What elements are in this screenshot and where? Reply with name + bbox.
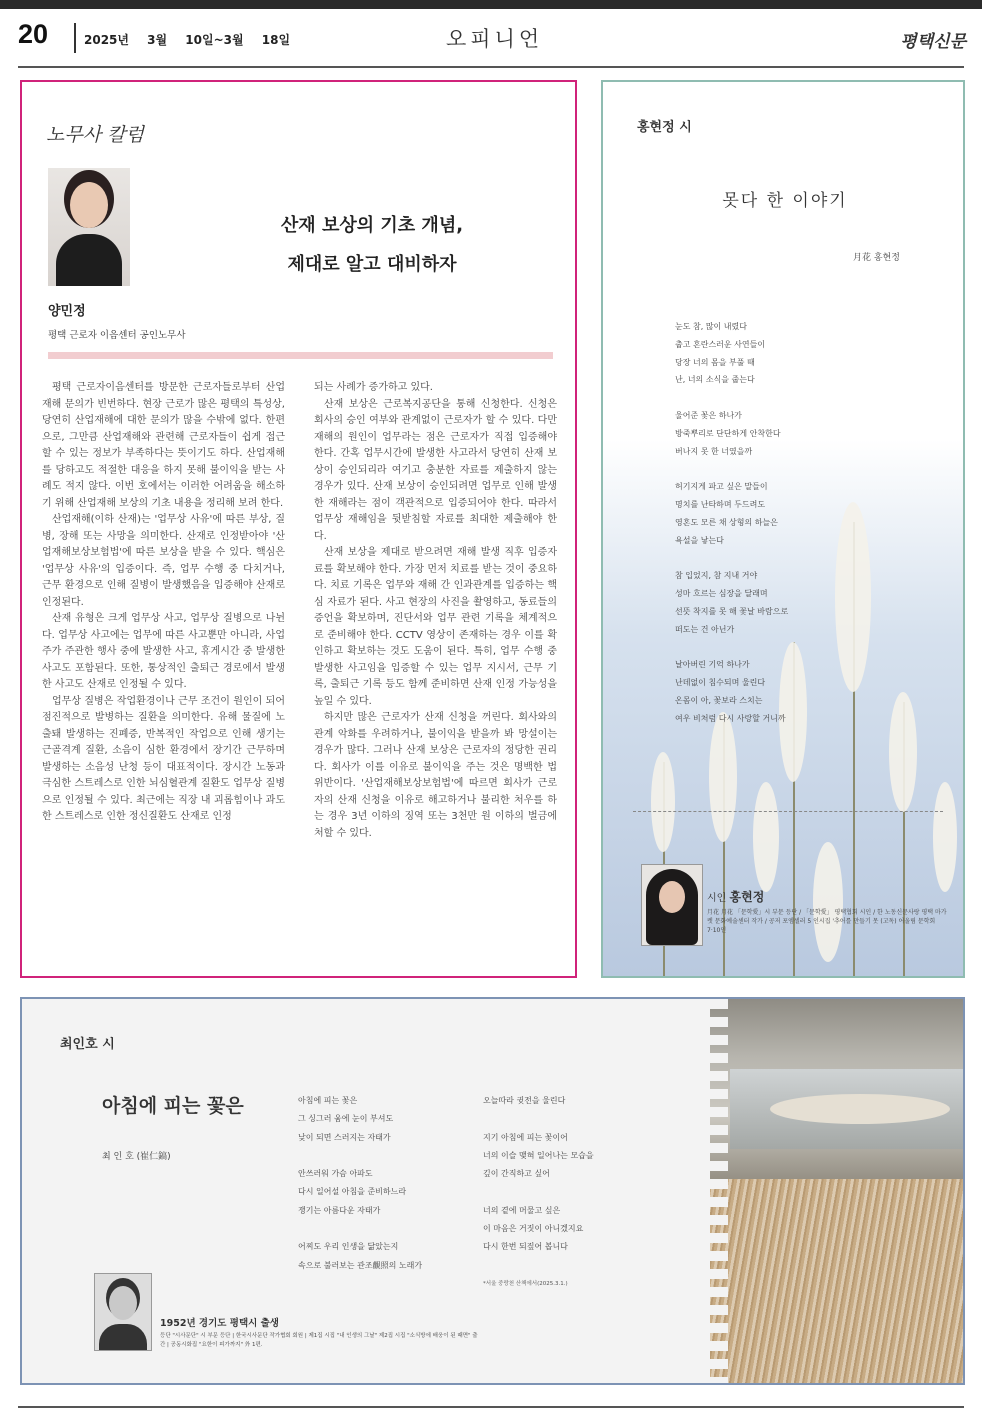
poem-line: 울어준 꽃은 하나가 [675,410,742,420]
poem-line: 이 마음은 거짓이 아니겠지요 [483,1224,584,1234]
paragraph: 업무상 질병은 작업환경이나 근무 조건이 원인이 되어 점진적으로 발병하는 질환을 의미한다. 유해 물질에 노출돼 발생하는 진폐증, 반복적인 작업으로 인해 생기는 근골격계 질환, 소음이 심한 환경에서 장기간 근무하며 발생하는 소음성 난청 등이 대표적이다. 장시간 노동과 극심한 스트레스로 인한 뇌심혈관계 질환도 업무상 질병으로 인정될 수 있다. 최근에는 직장 내 괴롭힘이나 과도한 스트레스로 인한 정신질환도 산재로 인정 [42,695,285,822]
poet-name-text: 홍현정 [729,890,765,904]
poem-line: 허기지게 파고 싶은 말들이 [675,482,768,492]
paragraph: 평택 근로자이음센터를 방문한 근로자들로부터 산업재해 문의가 빈번하다. 현장 근로가 많은 평택의 특성상, 당연히 산업재해에 대한 문의가 많을 수밖에 없다. 한편으로, 그만큼 산업재해와 관련해 근로자들이 쉽게 접근할 수 있는 정보가 부족하다는 뜻이기도 하다. 산업재해를 당하고도 적절한 대응을 하지 못해 불이익을 받는 사례도 적지 않다. 이번 호에서는 이러한 어려움을 해소하기 위해 산업재해 보상의 기초 내용을 정리해 보려 한다. [42,382,285,509]
poem-line: 지기 아침에 피는 꽃이어 [483,1132,568,1142]
paragraph: 산재 보상은 근로복지공단을 통해 신청한다. 신청은 회사의 승인 여부와 관계없이 근로자가 할 수 있다. 다만 재해의 원인이 업무라는 점은 근로자가 직접 입증해야 한다. 간혹 업무시간에 발생한 사고라서 당연히 산재 보상이 승인되리라 여기고 충분한 자료를 제출하지 않는 경우가 있다. 산재 보상이 승인되려면 업무로 인해 발생한 재해라는 점이 객관적으로 입증되어야 한다. 따라서 업무상 재해임을 뒷받침할 자료를 최대한 제출해야 한다. [314,398,557,542]
headline-line-2: 제대로 알고 대비하자 [287,254,457,275]
page-header [0,9,982,65]
poem-line: 어찌도 우리 인생을 닮았는지 [298,1242,399,1252]
poet-photo [94,1273,152,1351]
poem-line: 아침에 피는 꽃은 [298,1096,358,1105]
poem-line: 당장 너의 몸을 부풀 때 [675,357,755,367]
headline-line-1: 산재 보상의 기초 개념, [280,215,464,236]
poem-line: 난데없이 침수되며 울린다 [675,677,766,687]
poem-column-1 [298,1092,478,1275]
poem-line: 오늘따라 귓전을 울린다 [483,1096,566,1105]
poem-box-hong [601,80,965,978]
dashed-divider [633,811,943,812]
poem-line: 성마 흐르는 심장을 달래며 [675,588,768,598]
paragraph: 산업재해(이하 산재)는 '업무상 사유'에 따른 부상, 질병, 장해 또는 사망을 의미한다. 산재로 인정받아야 '산업재해보상보험법'에 따른 보상을 받을 수 있다. 핵심은 '업무상 사유'의 입증이다. 즉, 업무 수행 중 다치거나, 근무 환경으로 인해 질병이 발생했음을 입증해야 산재로 인정된다. [42,514,285,608]
poem-label: 홍현정 시 [637,120,692,135]
header-rule [18,66,964,68]
poem-line: 안쓰러워 가슴 아파도 [298,1169,373,1179]
footer-rule [18,1406,964,1408]
article-column-left [42,380,285,826]
poet-birth: 1952년 경기도 평택시 출생 [160,1318,279,1329]
poem-line: 떠도는 건 아닌가 [675,624,735,634]
poem-line: 다시 한번 되짚어 봅니다 [483,1242,568,1252]
poem-line: 그 싱그러 움에 눈이 부셔도 [298,1114,394,1124]
poem-label: 최인호 시 [60,1037,115,1052]
page-number: 20 [18,19,49,49]
poem-line: 참 입었지, 참 지내 거야 [675,571,758,581]
author-name: 양민정 [48,304,86,319]
poem-byline: 月花 홍현정 [853,253,900,263]
poem-title: 못다 한 이야기 [722,191,848,211]
column-label: 노무사 칼럼 [46,124,144,146]
river-photo [710,999,965,1385]
poet-photo [641,864,703,946]
poem-line: 낮이 되면 스러지는 자태가 [298,1132,391,1142]
poem-body [675,318,895,727]
poem-line: 버나지 못 한 너였을까 [675,446,753,456]
poem-line: 쟁기는 아름다운 자태가 [298,1205,381,1215]
header-divider [74,23,76,53]
poem-line: 다시 일어설 아침을 준비하느라 [298,1187,407,1197]
poem-line: 난, 너의 소식을 줍는다 [675,375,755,385]
poem-line: 속으로 불러보는 관조觀照의 노래가 [298,1260,423,1270]
paragraph: 하지만 많은 근로자가 산재 신청을 꺼린다. 회사와의 관계 악화를 우려하거나, 불이익을 받을까 봐 망설이는 경우가 많다. 그러나 산재 보상은 근로자의 정당한 권리다. 회사가 이를 이유로 불이익을 주는 것은 명백한 법 위반이다. '산업재해보상보험법'에 따르면 회사가 근로자의 산재 신청을 이유로 해고하거나 불리한 처우를 하는 경우 3년 이하의 징역 또는 3천만 원 이하의 벌금에 처할 수 있다. [314,712,557,839]
poem-line: 욕설을 낳는다 [675,535,724,545]
poem-box-choi [20,997,965,1385]
poet-bio: 月花 月花 「문학愛」시 부문 등단 / 「문학愛」 평택협회 시인 / 한 노동신문사랑 평택 마가렛 문화예술센터 작가 / 공저 포엠셀러 5 인시집 '추어를 만들기 못 (고독) 어울림 문학회 7·10인 [707,909,947,934]
poet-name [707,888,764,905]
top-bar [0,0,982,9]
article-headline [202,206,542,284]
divider-bar [48,352,553,359]
poem-line: 선뜻 착지를 못 해 꽃날 바람으로 [675,606,789,616]
paragraph: 되는 사례가 증가하고 있다. [314,382,433,393]
poem-line: 온몸이 아, 꽃보라 스치는 [675,695,763,705]
paragraph: 산재 유형은 크게 업무상 사고, 업무상 질병으로 나뉜다. 업무상 사고에는 업무에 따른 사고뿐만 아니라, 사업주가 주관한 행사 중에 발생한 사고, 휴게시간 중 발생한 사고도 포함된다. 또한, 통상적인 출퇴근 경로에서 발생한 사고도 산재로 인정될 수 있다. [42,613,285,690]
poem-byline: 최 인 호 (崔仁鎬) [102,1152,171,1162]
poet-bio: 등단 "시사문단" 시 부문 등단 | 한국시사문단 작가협회 회원 | 제1집 시집 "내 인생의 그날" 제2집 시집 "소식방에 배웅이 된 때면" 출간 | 공동시화집 "요한이 피가까지" 外 1편. [160,1333,478,1348]
poem-line: 영혼도 모른 채 상형의 하늘은 [675,517,778,527]
poem-line: 여우 비처럼 다시 사랑할 거니까 [675,713,786,723]
paragraph: 산재 보상을 제대로 받으려면 재해 발생 직후 입증자료를 확보해야 한다. 가장 먼저 치료를 받는 것이 중요하다. 치료 기록은 업무와 재해 간 인과관계를 입증하는 핵심 자료가 된다. 사고 현장의 사진을 촬영하고, 동료들의 증언을 확보하며, 진단서와 업무 관련 기록을 체계적으로 준비해야 한다. CCTV 영상이 존재하는 경우 이를 확인하고 확보하는 것도 도움이 된다. 특히, 업무 수행 중 발생한 사고임을 입증할 수 있는 업무 지시서, 근무 기록, 출퇴근 기록 등도 함께 준비하면 산재 인정 가능성을 높일 수 있다. [314,547,557,707]
poem-line: 춥고 혼란스러운 사연들이 [675,339,766,349]
poem-line: 눈도 참, 많이 내렸다 [675,322,747,331]
poem-line: 너의 이슬 맺혀 일어나는 모습을 [483,1150,594,1160]
poem-line: 너의 곁에 머물고 싶은 [483,1205,561,1215]
photo-edge [698,999,728,1385]
section-title: 오피니언 [446,27,544,51]
poem-line: 깊이 간직하고 싶어 [483,1169,550,1179]
issue-date: 2025년 3월 10일~3월 18일 [84,33,291,47]
poet-label: 시인 [707,893,727,904]
poem-line: 명치를 난타하며 두드려도 [675,499,766,509]
author-role: 평택 근로자 이음센터 공인노무사 [48,330,186,341]
column-article [20,80,577,978]
poem-line: 날아버린 기억 하나가 [675,660,750,670]
poem-column-2 [483,1092,683,1257]
newspaper-name: 평택신문 [900,32,966,52]
poem-line: 방죽뿌리로 단단하게 안착한다 [675,428,781,438]
author-photo [48,168,130,286]
article-column-right [314,380,557,842]
poem-title: 아침에 피는 꽃은 [102,1095,244,1117]
poem-note: *서울 중랑천 산책에서(2025.3.1.) [483,1281,568,1287]
